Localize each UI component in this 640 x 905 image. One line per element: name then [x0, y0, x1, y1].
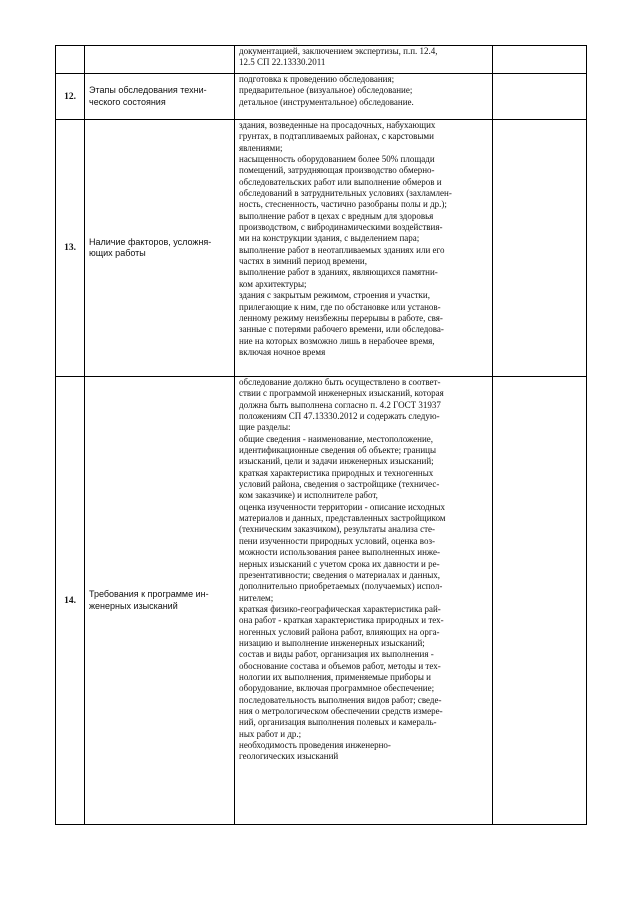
row-extra — [493, 377, 587, 825]
content-line: краткая характеристика природных и техногенных — [239, 467, 434, 478]
content-line: помещений, затрудняющая производство обмерно- — [239, 165, 435, 176]
row-number — [56, 46, 85, 74]
content-line: ствии с программой инженерных изысканий, которая — [239, 388, 444, 399]
content-line: краткая физико-географическая характеристика рай- — [239, 603, 441, 614]
content-line: нологии их выполнения, применяемые приборы и — [239, 671, 431, 682]
content-line: ний, организация выполнения полевых и камераль- — [239, 717, 437, 728]
table-row — [56, 46, 587, 74]
content-line: состав и виды работ, организация их выполнения - — [239, 649, 434, 660]
content-line: изысканий, цели и задачи инженерных изысканий; — [239, 456, 434, 467]
row-content — [235, 377, 493, 825]
content-line: включая ночное время — [239, 346, 326, 357]
content-line: должна быть выполнена согласно п. 4.2 ГОСТ 31937 — [239, 399, 441, 410]
content-line: положениям СП 47.13330.2012 и содержать следую- — [239, 411, 440, 422]
content-line: геологических изысканий — [239, 751, 339, 762]
row-extra — [493, 74, 587, 120]
content-line: выполнение работ в неотапливаемых зданиях или его — [239, 244, 445, 255]
content-line: детальное (инструментальное) обследование. — [239, 96, 414, 107]
content-line: материалов и данных, представленных застройщиком — [239, 513, 446, 524]
content-line: дополнительно приобретаемых (получаемых) испол- — [239, 581, 443, 592]
row-content — [235, 74, 493, 120]
content-line: документацией, заключением экспертизы, п.п. 12.4, — [239, 46, 438, 56]
content-line: 12.5 СП 22.13330.2011 — [239, 57, 326, 68]
row-content — [235, 120, 493, 377]
table-row — [56, 120, 587, 377]
content-line: занные с потерями рабочего времени, или обследова- — [239, 324, 444, 335]
content-line: низацию и выполнение инженерных изысканий; — [239, 637, 425, 648]
content-line: грунтах, в подтапливаемых районах, с карстовыми — [239, 131, 434, 142]
content-line: необходимость проведения инженерно- — [239, 740, 391, 750]
content-line: ных работ и др.; — [239, 728, 302, 739]
content-line: обоснование состава и объемов работ, методы и тех- — [239, 660, 441, 671]
row-name: Этапы обследования техни-ческого состояния — [85, 74, 235, 120]
content-line: идентификационные сведения об объекте; границы — [239, 445, 437, 456]
row-number: 13. — [56, 120, 85, 377]
content-line: здания с закрытым режимом, строения и участки, — [239, 290, 430, 301]
content-line: презентативности; сведения о материалах и данных, — [239, 569, 441, 580]
content-line: нителем; — [239, 592, 274, 603]
content-line: ком архитектуры; — [239, 278, 307, 289]
content-line: выполнение работ в цехах с вредным для здоровья — [239, 210, 434, 221]
content-line: оборудование, включая программное обеспечение; — [239, 683, 435, 694]
content-line: обследований в затруднительных условиях (захламлен- — [239, 188, 452, 199]
content-line: (техническим заказчиком), результаты анализа сте- — [239, 524, 436, 535]
table-row — [56, 377, 587, 825]
row-number: 12. — [56, 74, 85, 120]
content-line: ми на конструкции здания, с выделением пара; — [239, 233, 420, 244]
content-line: обследование должно быть осуществлено в соответ- — [239, 377, 441, 387]
content-line: предварительное (визуальное) обследование; — [239, 85, 413, 96]
content-line: последовательность выполнения видов работ; сведе- — [239, 694, 442, 705]
content-line: условий района, сведения о застройщике (техничес- — [239, 479, 440, 490]
content-line: подготовка к проведению обследования; — [239, 74, 395, 84]
row-name: Требования к программе ин-женерных изысканий — [85, 377, 235, 825]
row-content — [235, 46, 493, 74]
content-line: ность, стесненность, частично разобраны полы и др.); — [239, 199, 447, 210]
content-line: ния о метрологическом обеспечении средств измере- — [239, 705, 443, 716]
specification-table — [55, 45, 587, 825]
content-line: можности использования ранее выполненных инже- — [239, 547, 440, 558]
content-line: обследовательских работ или выполнение обмеров и — [239, 176, 442, 187]
content-line: щие разделы: — [239, 422, 291, 433]
table-row — [56, 74, 587, 120]
content-line: общие сведения - наименование, местоположение, — [239, 433, 434, 444]
content-line: нерных изысканий с учетом срока их давности и ре- — [239, 558, 440, 569]
row-name — [85, 46, 235, 74]
row-name: Наличие факторов, усложня-ющих работы — [85, 120, 235, 377]
content-line: она работ - краткая характеристика природных и тех- — [239, 615, 444, 626]
content-line: здания, возведенные на просадочных, набухающих — [239, 120, 436, 130]
content-line: частях в зимний период времени, — [239, 256, 367, 267]
content-line: ленному режиму неизбежны перерывы в работе, свя- — [239, 312, 443, 323]
content-line: ние на которых возможно лишь в нерабочее время, — [239, 335, 435, 346]
row-number: 14. — [56, 377, 85, 825]
content-line: оценка изученности территории - описание исходных — [239, 501, 445, 512]
content-line: выполнение работ в зданиях, являющихся памятни- — [239, 267, 438, 278]
content-line: ногенных условий района работ, влияющих на орга- — [239, 626, 440, 637]
content-line: прилегающие к ним, где по обстановке или установ- — [239, 301, 441, 312]
content-line: производством, с вибродинамическими воздействия- — [239, 222, 443, 233]
content-line: пени изученности природных условий, оценка воз- — [239, 535, 436, 546]
content-line: ком заказчике) и исполнителе работ, — [239, 490, 378, 501]
content-line: явлениями; — [239, 142, 283, 153]
row-extra — [493, 46, 587, 74]
row-extra — [493, 120, 587, 377]
content-line: насыщенность оборудованием более 50% площади — [239, 154, 435, 165]
